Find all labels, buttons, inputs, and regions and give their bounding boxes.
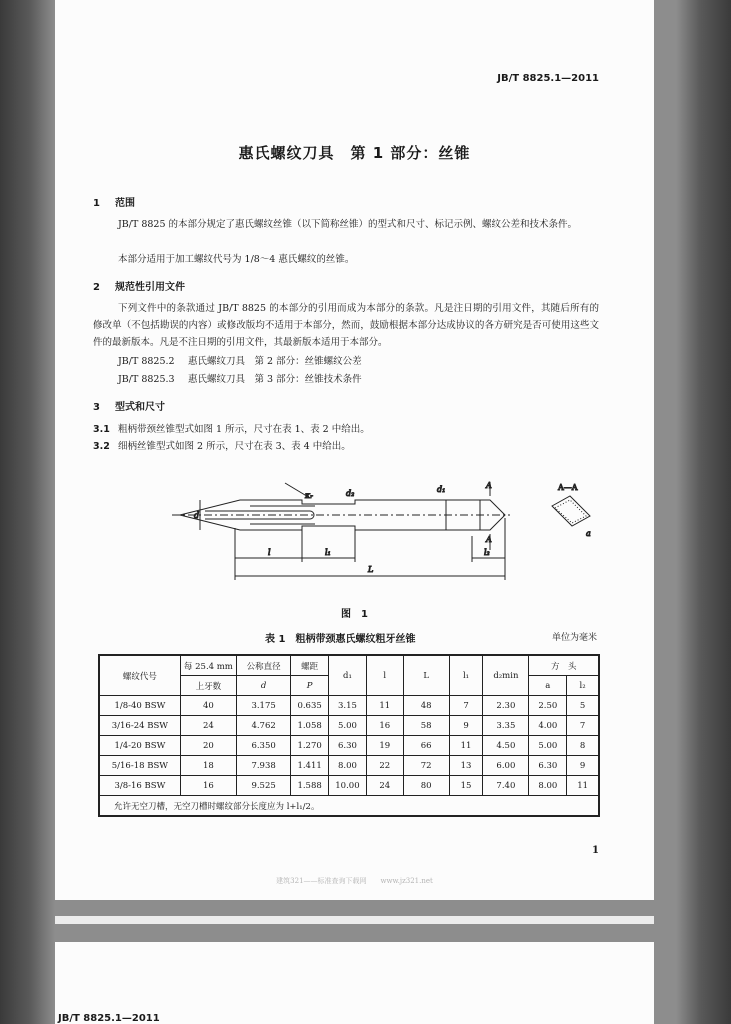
col-square: 方 头 bbox=[529, 655, 599, 676]
figure-caption: 图 1 bbox=[341, 609, 368, 620]
col-pitch: 螺距 bbox=[291, 655, 329, 676]
dim-l2: l₂ bbox=[484, 548, 490, 557]
dim-d: d bbox=[194, 511, 200, 520]
col-tpi: 每 25.4 mm bbox=[180, 655, 236, 676]
section-mark-top: A bbox=[486, 481, 492, 490]
watermark: 建筑321——标准查询下载网 www.jz321.net bbox=[276, 877, 433, 885]
clause-3-1: 3.1 粗柄带颈丝锥型式如图 1 所示，尺寸在表 1、表 2 中给出。 bbox=[93, 424, 370, 435]
dim-l: l bbox=[268, 548, 271, 557]
table-note: 允许无空刀槽，无空刀槽时螺纹部分长度应为 l+l₁/2。 bbox=[99, 796, 599, 817]
tap-drawing bbox=[150, 478, 590, 588]
section-1-paragraph-2: 本部分适用于加工螺纹代号为 1/8～4 惠氏螺纹的丝锥。 bbox=[118, 254, 355, 265]
table-row: 1/8-40 BSW 40 3.175 0.635 3.15 11 48 7 2.30 2.50 5 bbox=[99, 696, 599, 716]
dim-d1: d₁ bbox=[437, 485, 446, 494]
page-separator bbox=[55, 916, 654, 924]
table-row: 3/16-24 BSW 24 4.762 1.058 5.00 16 58 9 3.35 4.00 7 bbox=[99, 716, 599, 736]
page-number: 1 bbox=[592, 845, 599, 856]
col-nominal: 公称直径 bbox=[237, 655, 291, 676]
dim-l1: l₁ bbox=[325, 548, 331, 557]
col-l1: l₁ bbox=[449, 655, 483, 696]
dim-a: a bbox=[586, 529, 591, 538]
col-L: L bbox=[403, 655, 449, 696]
col-l: l bbox=[366, 655, 403, 696]
table-note-row bbox=[99, 796, 599, 817]
document-page bbox=[55, 0, 654, 900]
section-2-paragraph: 下列文件中的条款通过 JB/T 8825 的本部分的引用而成为本部分的条款。凡是注日期的引用文件，其随后所有的修改单（不包括勘误的内容）或修改版均不适用于本部分，然而，鼓励根据本部分达成协议的各方研究是否可使用这些文件的最新版本。凡是不注日期的引用文件，其最新版本适用于本部分。 bbox=[93, 303, 599, 348]
clause-3-2: 3.2 细柄丝锥型式如图 2 所示，尺寸在表 3、表 4 中给出。 bbox=[93, 441, 351, 452]
section-mark-bottom: A bbox=[486, 535, 492, 544]
dim-d2: d₂ bbox=[346, 489, 355, 498]
col-d1: d₁ bbox=[329, 655, 367, 696]
table-row: 3/8-16 BSW 16 9.525 1.588 10.00 24 80 15 7.40 8.00 11 bbox=[99, 776, 599, 796]
dim-kr: κᵣ bbox=[305, 491, 314, 500]
table-unit: 单位为毫米 bbox=[552, 633, 598, 643]
document-title: 惠氏螺纹刀具 第 1 部分：丝锥 bbox=[238, 144, 471, 162]
next-page bbox=[55, 942, 654, 1024]
section-1-paragraph-1: JB/T 8825 的本部分规定了惠氏螺纹丝锥（以下简称丝锥）的型式和尺寸、标记示例、螺纹公差和技术条件。 bbox=[118, 219, 578, 230]
section-2-heading: 2 规范性引用文件 bbox=[93, 282, 185, 293]
table-row: 1/4-20 BSW 20 6.350 1.270 6.30 19 66 11 4.50 5.00 8 bbox=[99, 736, 599, 756]
section-1-heading: 1 范围 bbox=[93, 198, 135, 209]
dim-L: L bbox=[368, 565, 374, 574]
col-d2: d₂min bbox=[483, 655, 529, 696]
reference-item: JB/T 8825.2 惠氏螺纹刀具 第 2 部分：丝锥螺纹公差 bbox=[118, 356, 362, 367]
table-caption: 表 1 粗柄带颈惠氏螺纹粗牙丝锥 bbox=[265, 634, 416, 645]
reference-item: JB/T 8825.3 惠氏螺纹刀具 第 3 部分：丝锥技术条件 bbox=[118, 374, 362, 385]
col-code: 螺纹代号 bbox=[99, 655, 180, 696]
dimensions-table: 螺纹代号 每 25.4 mm 公称直径 螺距 d₁ l L l₁ d₂min 方 头 上牙数 d P a l₂ 1/8-40 BSW 40 3.175 0.635 3.15 11 48 7 2.30 2.50 5 3/16-24 BSW 24 4.762 1.058 5.00 16 58 9 3.35 4.00 7 1/4-20 BSW 20 6.350 1.270 6.30 19 66 11 4.50 5.00 8 5/16-18 BSW 18 7.938 1.411 8.00 22 72 13 6.00 6.30 9 3/8-16 BSW 16 9.525 1.588 10.00 24 80 15 7.40 8.00 11 允许无空刀槽，无空刀槽时螺纹部分长度应为 l+l₁/2。 bbox=[98, 654, 600, 817]
section-3-heading: 3 型式和尺寸 bbox=[93, 402, 165, 413]
next-page-standard-number: JB/T 8825.1—2011 bbox=[58, 1013, 160, 1024]
section-label: A—A bbox=[558, 483, 578, 492]
table-row: 5/16-18 BSW 18 7.938 1.411 8.00 22 72 13 6.00 6.30 9 bbox=[99, 756, 599, 776]
standard-number: JB/T 8825.1—2011 bbox=[497, 73, 599, 84]
